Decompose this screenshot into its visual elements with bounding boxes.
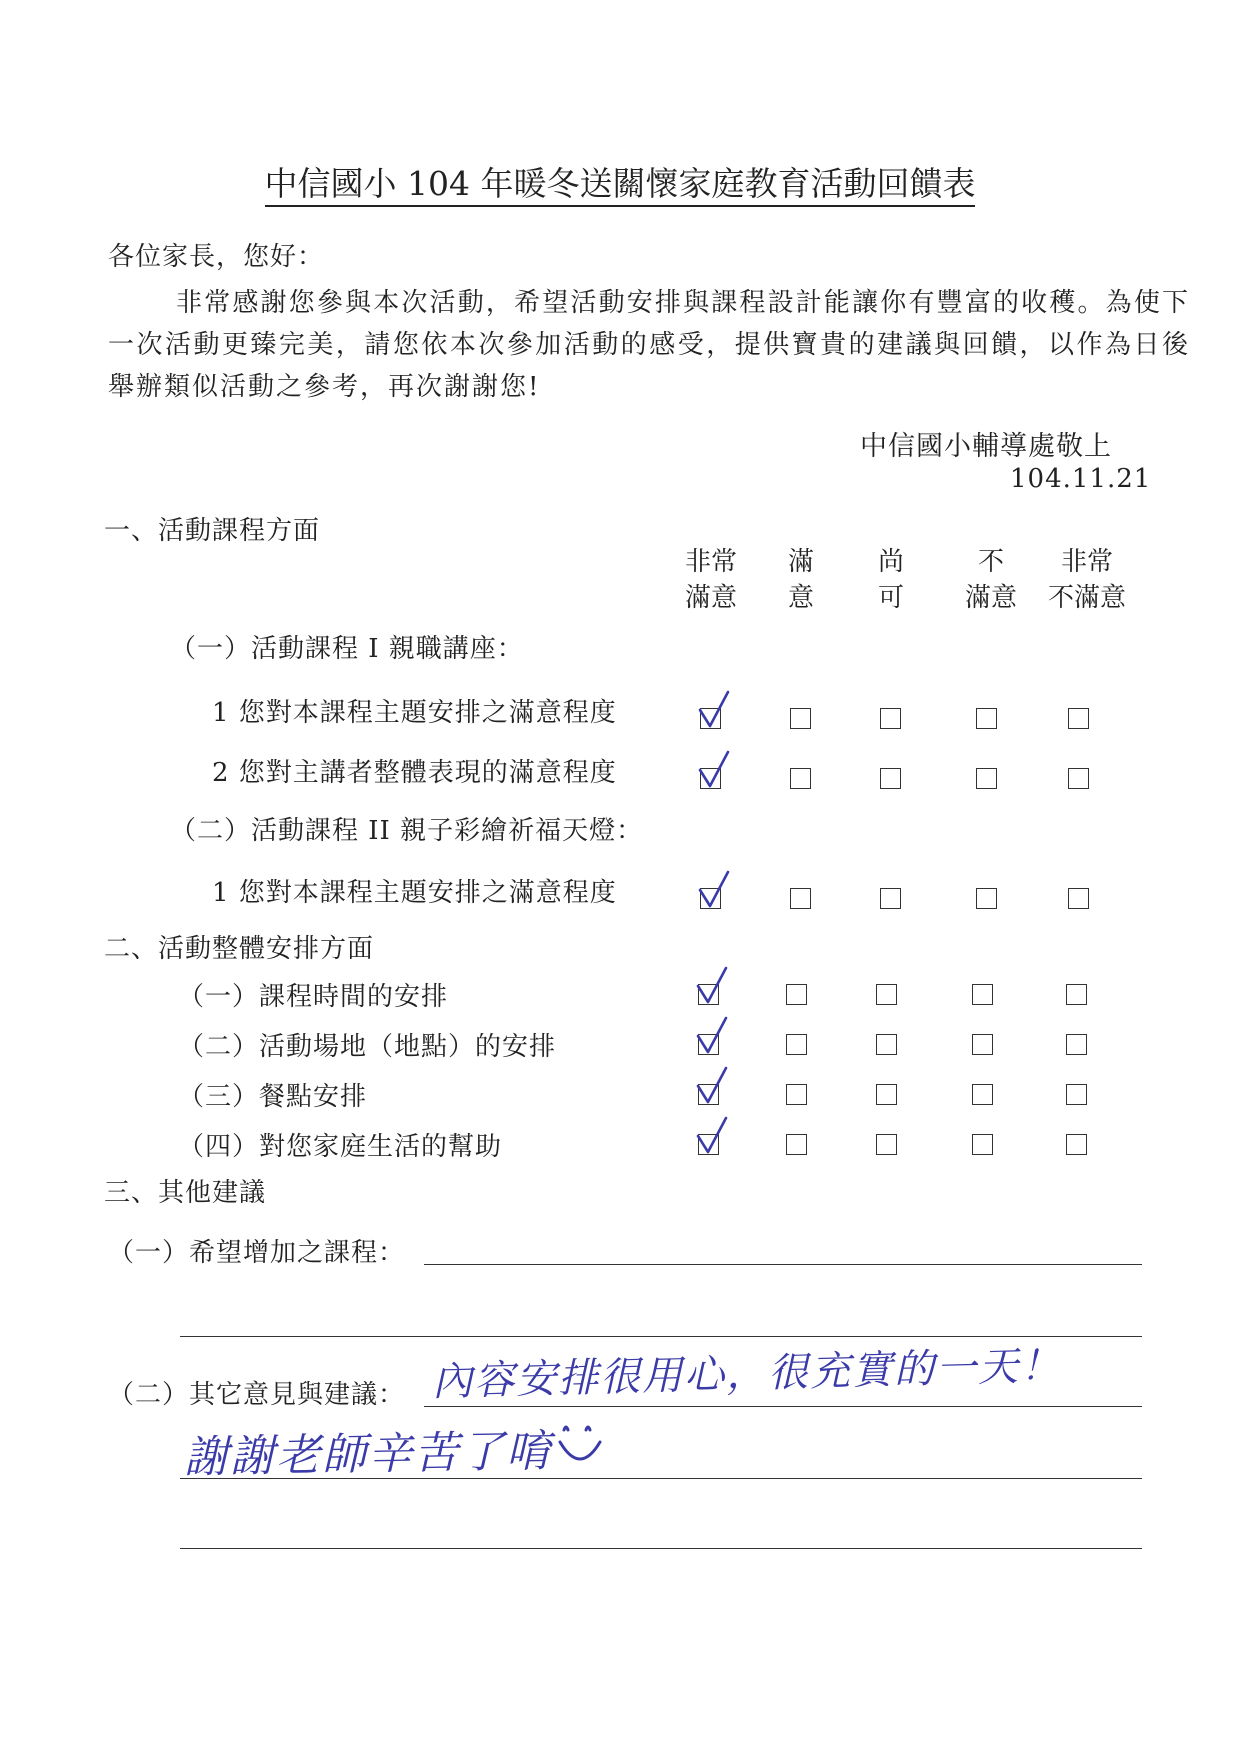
rating-checkbox[interactable] bbox=[880, 768, 901, 789]
rating-checkbox[interactable] bbox=[876, 1034, 897, 1055]
section1-q3: 1 您對本課程主題安排之滿意程度 bbox=[212, 878, 617, 908]
rating-checkbox[interactable] bbox=[880, 708, 901, 729]
rating-checkbox[interactable] bbox=[1066, 1084, 1087, 1105]
column-header-satisfied: 滿 意 bbox=[787, 547, 814, 613]
rating-checkbox[interactable] bbox=[1068, 888, 1089, 909]
rating-checkbox[interactable] bbox=[972, 1084, 993, 1105]
section2-item: （二）活動場地（地點）的安排 bbox=[178, 1032, 557, 1062]
greeting: 各位家長，您好： bbox=[108, 242, 325, 272]
answer-line bbox=[424, 1264, 1142, 1265]
signature: 中信國小輔導處敬上 bbox=[860, 431, 1112, 462]
rating-checkbox[interactable] bbox=[790, 888, 811, 909]
section1-heading: 一、活動課程方面 bbox=[104, 516, 321, 546]
intro-paragraph: 非常感謝您參與本次活動，希望活動安排與課程設計能讓你有豐富的收穫。為使下一次活動更臻完美，請您依本次參加活動的感受，提供寶貴的建議與回饋，以作為日後舉辦類似活動之參考，再次謝謝您! bbox=[108, 288, 1190, 402]
answer-line bbox=[424, 1406, 1142, 1407]
rating-checkbox[interactable] bbox=[1066, 984, 1087, 1005]
section3-q2-label: （二）其它意見與建議： bbox=[108, 1380, 406, 1410]
section3-q1-label: （一）希望增加之課程： bbox=[108, 1238, 406, 1268]
checkmark-icon bbox=[694, 1016, 730, 1056]
section2-item: （三）餐點安排 bbox=[178, 1082, 368, 1112]
rating-checkbox[interactable] bbox=[876, 1134, 897, 1155]
smiley-face-icon bbox=[556, 1418, 604, 1472]
rating-checkbox[interactable] bbox=[976, 768, 997, 789]
section1-sub1: （一）活動課程 I 親職講座： bbox=[170, 634, 524, 664]
answer-line bbox=[180, 1548, 1142, 1549]
rating-checkbox[interactable] bbox=[972, 1034, 993, 1055]
handwritten-answer-line1: 內容安排很用心，很充實的一天！ bbox=[431, 1342, 1063, 1406]
section2-item: （四）對您家庭生活的幫助 bbox=[178, 1132, 503, 1162]
rating-checkbox[interactable] bbox=[972, 984, 993, 1005]
column-header-very-unsatisfied: 非常 不滿意 bbox=[1047, 547, 1126, 613]
column-header-very-satisfied: 非常 滿意 bbox=[684, 547, 737, 613]
column-header-unsatisfied: 不 滿意 bbox=[964, 547, 1017, 613]
form-title: 中信國小 104 年暖冬送關懷家庭教育活動回饋表 bbox=[0, 158, 1240, 205]
checkmark-icon bbox=[696, 750, 732, 790]
rating-checkbox[interactable] bbox=[976, 888, 997, 909]
rating-checkbox[interactable] bbox=[876, 984, 897, 1005]
rating-checkbox[interactable] bbox=[786, 1034, 807, 1055]
rating-checkbox[interactable] bbox=[790, 768, 811, 789]
rating-checkbox[interactable] bbox=[1068, 708, 1089, 729]
rating-checkbox[interactable] bbox=[786, 1084, 807, 1105]
section3-heading: 三、其他建議 bbox=[104, 1178, 267, 1208]
section2-heading: 二、活動整體安排方面 bbox=[104, 934, 375, 964]
rating-checkbox[interactable] bbox=[1068, 768, 1089, 789]
rating-checkbox[interactable] bbox=[786, 984, 807, 1005]
handwritten-answer-line2: 謝謝老師辛苦了唷 bbox=[183, 1425, 553, 1484]
checkmark-icon bbox=[694, 1116, 730, 1156]
section1-sub2: （二）活動課程 II 親子彩繪祈福天燈： bbox=[170, 816, 644, 846]
rating-checkbox[interactable] bbox=[972, 1134, 993, 1155]
column-header-acceptable: 尚 可 bbox=[877, 547, 904, 613]
checkmark-icon bbox=[696, 690, 732, 730]
rating-checkbox[interactable] bbox=[1066, 1034, 1087, 1055]
section2-item: （一）課程時間的安排 bbox=[178, 982, 449, 1012]
rating-checkbox[interactable] bbox=[790, 708, 811, 729]
section1-q2: 2 您對主講者整體表現的滿意程度 bbox=[212, 758, 617, 788]
checkmark-icon bbox=[696, 870, 732, 910]
rating-checkbox[interactable] bbox=[876, 1084, 897, 1105]
form-date: 104.11.21 bbox=[1010, 464, 1152, 494]
checkmark-icon bbox=[694, 1066, 730, 1106]
checkmark-icon bbox=[694, 966, 730, 1006]
section1-q1: 1 您對本課程主題安排之滿意程度 bbox=[212, 698, 617, 728]
rating-checkbox[interactable] bbox=[786, 1134, 807, 1155]
rating-checkbox[interactable] bbox=[1066, 1134, 1087, 1155]
rating-checkbox[interactable] bbox=[976, 708, 997, 729]
rating-checkbox[interactable] bbox=[880, 888, 901, 909]
